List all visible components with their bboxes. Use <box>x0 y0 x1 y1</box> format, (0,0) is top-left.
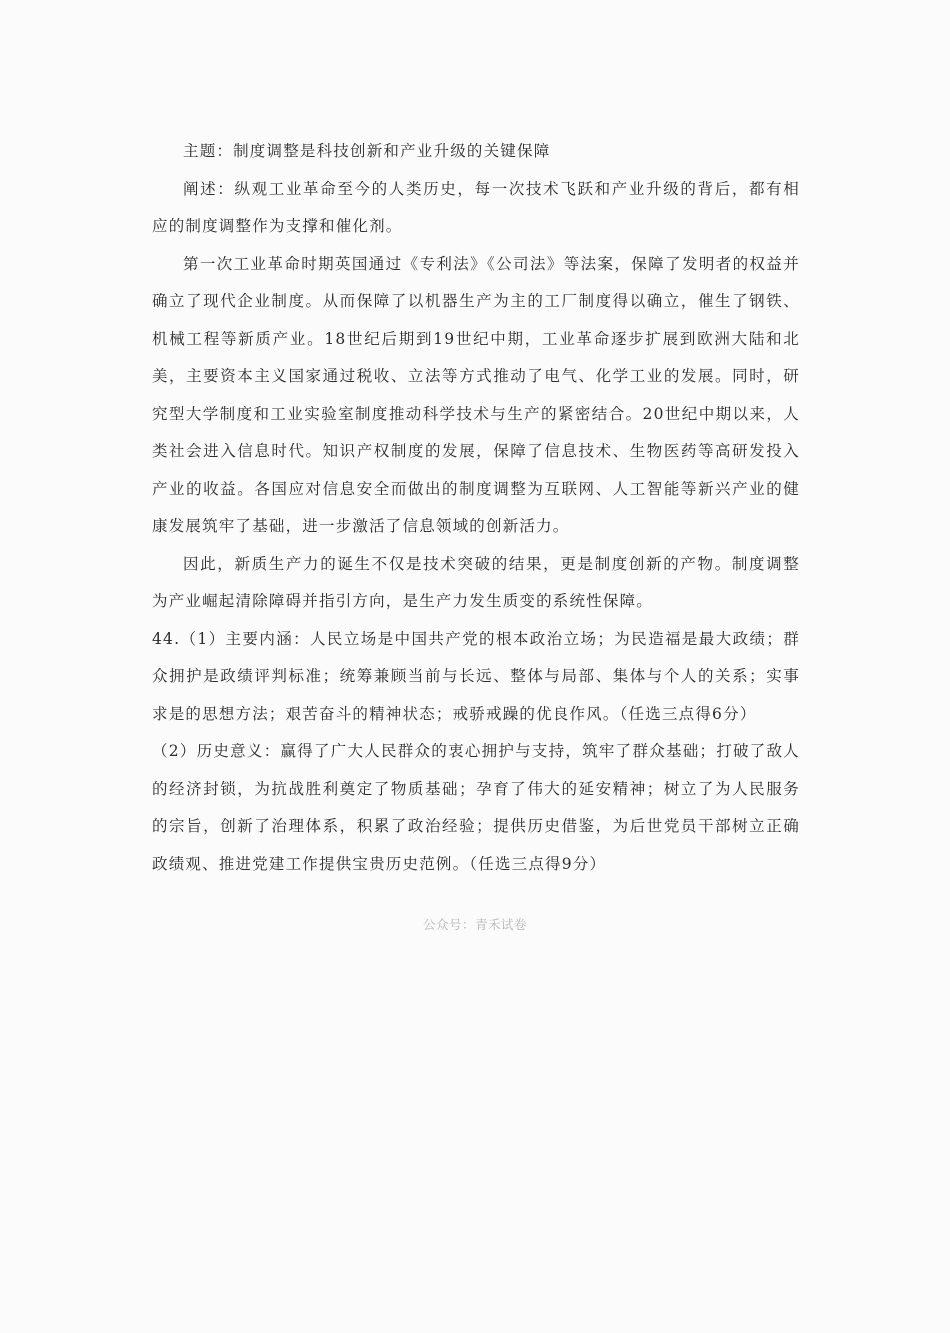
question-44-part-2: （2）历史意义：赢得了广大人民群众的衷心拥护与支持，筑牢了群众基础；打破了敌人的经济封锁，为抗战胜利奠定了物质基础；孕育了伟大的延安精神；树立了为人民服务的宗旨，创新了治理体系，积累了政治经验；提供历史借鉴，为后世党员干部树立正确政绩观、推进党建工作提供宝贵历史范例。（任选三点得9分） <box>152 742 800 873</box>
question-44-part-1: 44.（1）主要内涵：人民立场是中国共产党的根本政治立场；为民造福是最大政绩；群众拥护是政绩评判标准；统筹兼顾当前与长远、整体与局部、集体与个人的关系；实事求是的思想方法；艰苦奋斗的精神状态；戒骄戒躁的优良作风。（任选三点得6分） <box>152 629 800 723</box>
footer-watermark: 公众号：青禾试卷 <box>422 917 527 932</box>
theme-line: 主题：制度调整是科技创新和产业升级的关键保障 <box>183 142 551 160</box>
document-body <box>152 133 800 883</box>
exposition-paragraph: 阐述：纵观工业革命至今的人类历史，每一次技术飞跃和产业升级的背后，都有相应的制度调整作为支撑和催化剂。 <box>152 179 800 235</box>
industrial-revolution-paragraph: 第一次工业革命时期英国通过《专利法》《公司法》等法案，保障了发明者的权益并确立了现代企业制度。从而保障了以机器生产为主的工厂制度得以确立，催生了钢铁、机械工程等新质产业。18世纪后期到19世纪中期，工业革命逐步扩展到欧洲大陆和北美，主要资本主义国家通过税收、立法等方式推动了电气、化学工业的发展。同时，研究型大学制度和工业实验室制度推动科学技术与生产的紧密结合。20世纪中期以来，人类社会进入信息时代。知识产权制度的发展，保障了信息技术、生物医药等高研发投入产业的收益。各国应对信息安全而做出的制度调整为互联网、人工智能等新兴产业的健康发展筑牢了基础，进一步激活了信息领域的创新活力。 <box>152 254 800 535</box>
conclusion-paragraph: 因此，新质生产力的诞生不仅是技术突破的结果，更是制度创新的产物。制度调整为产业崛起清除障碍并指引方向，是生产力发生质变的系统性保障。 <box>152 554 800 610</box>
